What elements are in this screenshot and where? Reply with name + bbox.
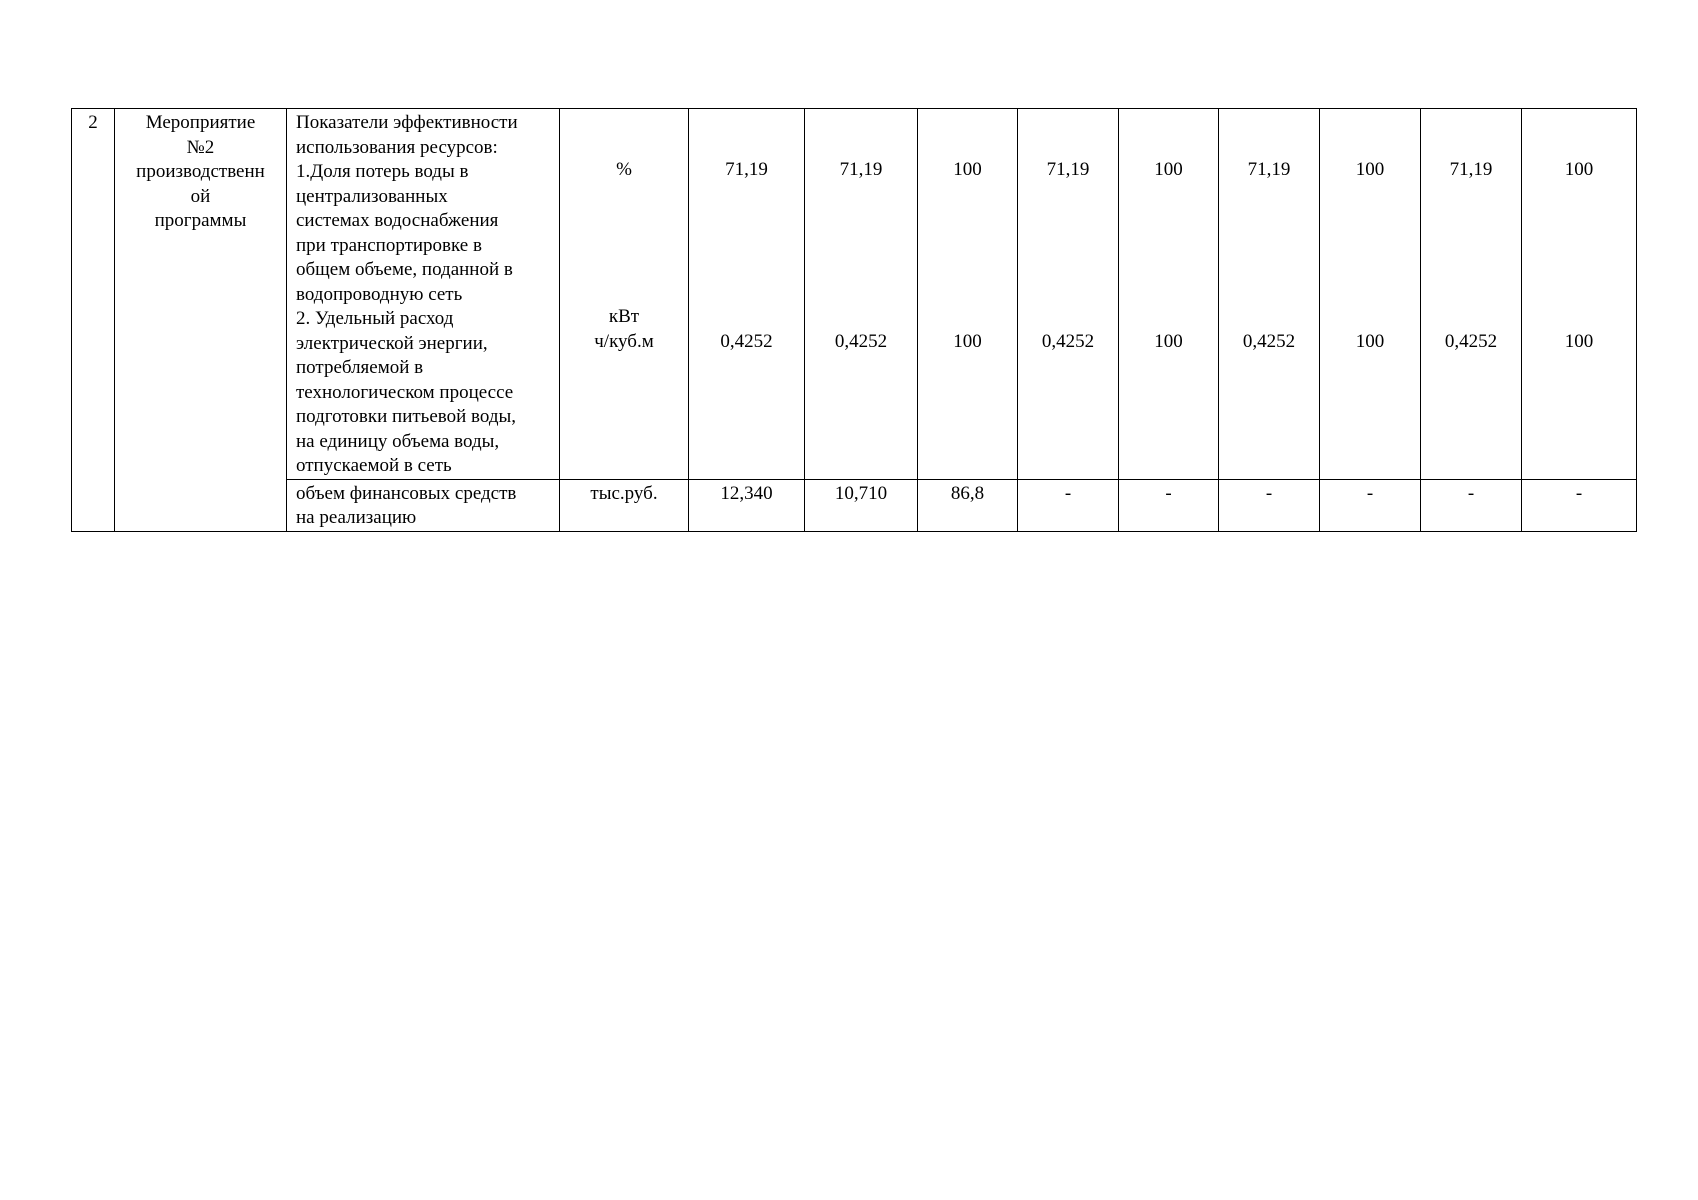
finance-value: - bbox=[1421, 479, 1522, 531]
finance-value: 12,340 bbox=[689, 479, 805, 531]
unit-line: кВт bbox=[608, 306, 640, 327]
indicator-line: Показатели эффективности bbox=[296, 112, 518, 133]
value-cell bbox=[1522, 109, 1637, 480]
indicator1-value: 71,19 bbox=[1046, 159, 1090, 180]
finance-value: - bbox=[1522, 479, 1637, 531]
unit-line: ч/куб.м bbox=[594, 330, 654, 352]
indicator1-value: 100 bbox=[953, 159, 982, 180]
value-cell bbox=[1320, 109, 1421, 480]
indicator-line: электрической энергии, bbox=[296, 332, 488, 354]
indicator-line: технологическом процессе bbox=[296, 381, 514, 403]
indicator-line: системах водоснабжения bbox=[296, 210, 499, 231]
value-cell bbox=[805, 109, 918, 480]
table-row-finance bbox=[72, 479, 1637, 531]
indicators-table bbox=[71, 108, 1637, 532]
indicator-line: 1.Доля потерь воды в bbox=[296, 161, 469, 182]
unit-cell bbox=[560, 109, 689, 480]
indicator-line: использования ресурсов: bbox=[296, 136, 498, 158]
indicator-line: на единицу объема воды, bbox=[296, 430, 500, 452]
indicator2-value: 0,4252 bbox=[1041, 331, 1095, 352]
finance-label-line: на реализацию bbox=[296, 507, 417, 528]
indicator2-value: 0,4252 bbox=[720, 331, 773, 352]
row-number: 2 bbox=[88, 112, 98, 133]
indicator-line: общем объеме, поданной в bbox=[296, 259, 513, 280]
value-cell bbox=[689, 109, 805, 480]
event-line: ой bbox=[190, 185, 211, 207]
finance-value: - bbox=[1219, 479, 1320, 531]
indicator2-value: 100 bbox=[1564, 331, 1594, 352]
indicator-line: водопроводную сеть bbox=[296, 283, 463, 305]
indicator-line: потребляемой в bbox=[296, 357, 424, 378]
event-line: №2 bbox=[186, 136, 215, 158]
finance-value: - bbox=[1018, 479, 1119, 531]
indicator-line: при транспортировке в bbox=[296, 234, 482, 256]
event-line: Мероприятие bbox=[145, 112, 256, 133]
indicator2-value: 0,4252 bbox=[834, 331, 888, 352]
indicator1-value: 100 bbox=[1154, 159, 1183, 180]
indicator1-value: 100 bbox=[1355, 159, 1385, 180]
indicator1-value: 71,19 bbox=[725, 159, 768, 180]
finance-value: - bbox=[1320, 479, 1421, 531]
indicator1-value: 71,19 bbox=[1449, 159, 1493, 180]
finance-value: 86,8 bbox=[918, 479, 1018, 531]
value-cell bbox=[1119, 109, 1219, 480]
event-cell bbox=[115, 109, 287, 532]
indicator2-value: 100 bbox=[1154, 331, 1183, 352]
indicator-line: 2. Удельный расход bbox=[296, 308, 454, 329]
indicator-line: централизованных bbox=[296, 185, 448, 207]
finance-label-line: объем финансовых средств bbox=[296, 482, 517, 504]
value-cell bbox=[1018, 109, 1119, 480]
indicator2-value: 100 bbox=[953, 331, 982, 352]
indicator-description-cell bbox=[287, 109, 560, 480]
indicator2-value: 0,4252 bbox=[1444, 331, 1498, 352]
finance-value: - bbox=[1119, 479, 1219, 531]
value-cell bbox=[918, 109, 1018, 480]
indicator1-value: 100 bbox=[1564, 159, 1594, 180]
event-line: производственн bbox=[136, 161, 265, 182]
finance-unit: тыс.руб. bbox=[560, 479, 689, 531]
row-number-cell bbox=[72, 109, 115, 532]
indicator2-value: 0,4252 bbox=[1242, 331, 1296, 352]
unit-percent: % bbox=[616, 159, 632, 180]
indicator1-value: 71,19 bbox=[1247, 159, 1291, 180]
indicator2-value: 100 bbox=[1355, 331, 1385, 352]
value-cell bbox=[1421, 109, 1522, 480]
value-cell bbox=[1219, 109, 1320, 480]
table-row-indicators bbox=[72, 109, 1637, 480]
indicator-line: подготовки питьевой воды, bbox=[296, 406, 517, 427]
event-line: программы bbox=[154, 210, 247, 231]
indicator1-value: 71,19 bbox=[839, 159, 883, 180]
finance-label-cell bbox=[287, 479, 560, 531]
unit-kwh-per-m3 bbox=[560, 305, 688, 354]
finance-value: 10,710 bbox=[805, 479, 918, 531]
indicator-line: отпускаемой в сеть bbox=[296, 455, 452, 476]
